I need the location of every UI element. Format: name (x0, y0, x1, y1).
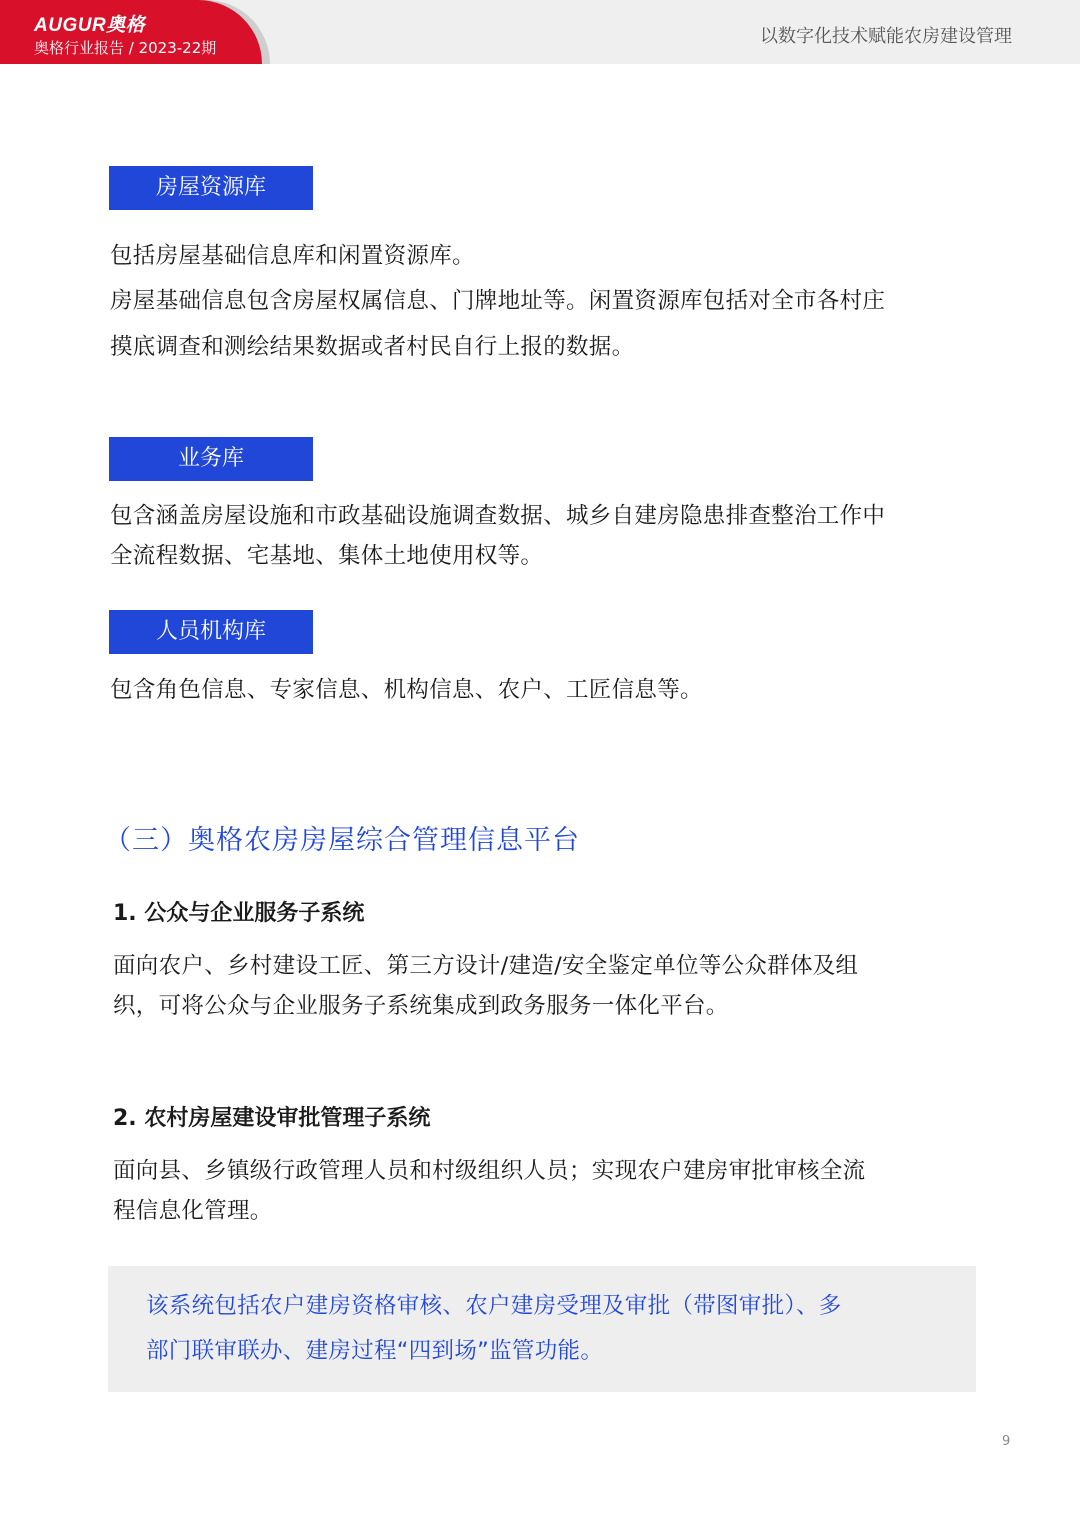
section-tag-housing-db: 房屋资源库 (109, 166, 313, 210)
subsystem-title: 2. 农村房屋建设审批管理子系统 (113, 1106, 431, 1131)
paragraph: 包含涵盖房屋设施和市政基础设施调查数据、城乡自建房隐患排查整治工作中 (110, 503, 886, 529)
paragraph: 面向县、乡镇级行政管理人员和村级组织人员；实现农户建房审批审核全流 (113, 1158, 866, 1184)
paragraph: 面向农户、乡村建设工匠、第三方设计/建造/安全鉴定单位等公众群体及组 (113, 953, 859, 979)
callout-line: 部门联审联办、建房过程“四到场”监管功能。 (146, 1338, 604, 1364)
report-title: 以数字化技术赋能农房建设管理 (760, 26, 1012, 47)
section-tag-personnel-db: 人员机构库 (109, 610, 313, 654)
paragraph: 房屋基础信息包含房屋权属信息、门牌地址等。闲置资源库包括对全市各村庄 (110, 288, 886, 314)
page-header (0, 0, 1080, 64)
page-number: 9 (1002, 1434, 1011, 1449)
callout-box (108, 1266, 976, 1392)
paragraph: 摸底调查和测绘结果数据或者村民自行上报的数据。 (110, 334, 635, 360)
section-heading: （三）奥格农房房屋综合管理信息平台 (104, 825, 580, 856)
subsystem-title: 1. 公众与企业服务子系统 (113, 901, 365, 926)
callout-line: 该系统包括农户建房资格审核、农户建房受理及审批（带图审批）、多 (146, 1293, 842, 1319)
report-issue: 奥格行业报告 / 2023-22期 (34, 39, 217, 57)
paragraph: 包括房屋基础信息库和闲置资源库。 (110, 243, 475, 269)
paragraph: 包含角色信息、专家信息、机构信息、农户、工匠信息等。 (110, 677, 703, 703)
brand-tab (0, 0, 262, 64)
brand-logo: AUGUR奥格 (34, 15, 146, 36)
paragraph: 全流程数据、宅基地、集体土地使用权等。 (110, 543, 544, 569)
paragraph: 织，可将公众与企业服务子系统集成到政务服务一体化平台。 (113, 993, 729, 1019)
paragraph: 程信息化管理。 (113, 1198, 273, 1224)
section-tag-business-db: 业务库 (109, 437, 313, 481)
